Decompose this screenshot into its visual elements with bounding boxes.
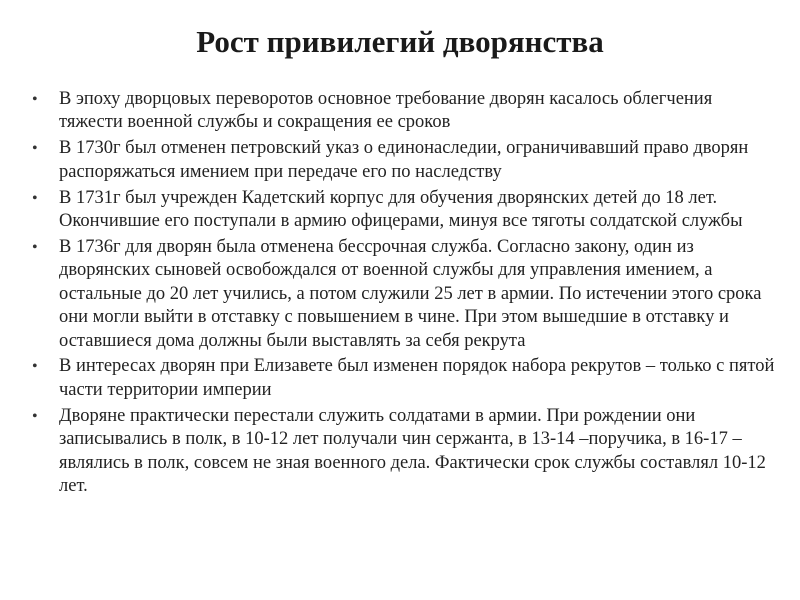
bullet-dot-icon: • <box>32 189 38 207</box>
bullet-item <box>30 355 775 402</box>
bullet-text: В 1736г для дворян была отменена бессрочная служба. Согласно закону, один из дворянских сыновей освобождался от военной службы для управления имением, а остальные до 20 лет учились, а потом служили 25 лет в армии. По истечении этого срока они могли выйти в отставку с повышением в чине. При этом вышедшие в отставку и оставшиеся дома должны были выставлять за себя рекрута <box>59 236 762 351</box>
bullet-item <box>30 187 775 234</box>
bullet-dot-icon: • <box>32 407 38 425</box>
bullet-item <box>30 405 775 499</box>
bullet-item <box>30 236 775 353</box>
bullet-dot-icon: • <box>32 358 38 376</box>
bullet-text: В 1730г был отменен петровский указ о единонаследии, ограничивавший право дворян распоряжаться имением при передаче его по наследству <box>59 138 749 182</box>
bullet-text: В эпоху дворцовых переворотов основное требование дворян касалось облегчения тяжести военной службы и сокращения ее сроков <box>59 89 713 133</box>
bullet-dot-icon: • <box>32 238 38 256</box>
bullet-item <box>30 137 775 184</box>
bullet-dot-icon: • <box>32 140 38 158</box>
bullet-text: Дворяне практически перестали служить солдатами в армии. При рождении они записывались в полк, в 10-12 лет получали чин сержанта, в 13-14 –поручика, в 16-17 – являлись в полк, совсем не зная военного дела. Фактически срок службы составлял 10-12 лет. <box>59 405 766 496</box>
bullet-dot-icon: • <box>32 91 38 108</box>
bullet-text: В 1731г был учрежден Кадетский корпус для обучения дворянских детей до 18 лет. Окончившие его поступали в армию офицерами, минуя все тяготы солдатской службы <box>59 187 743 232</box>
bullet-text: В интересах дворян при Елизавете был изменен порядок набора рекрутов – только с пятой части территории империи <box>59 356 775 400</box>
slide-title: Рост привилегий дворянства <box>196 24 604 59</box>
bullet-list <box>30 88 775 501</box>
bullet-item <box>30 88 775 135</box>
